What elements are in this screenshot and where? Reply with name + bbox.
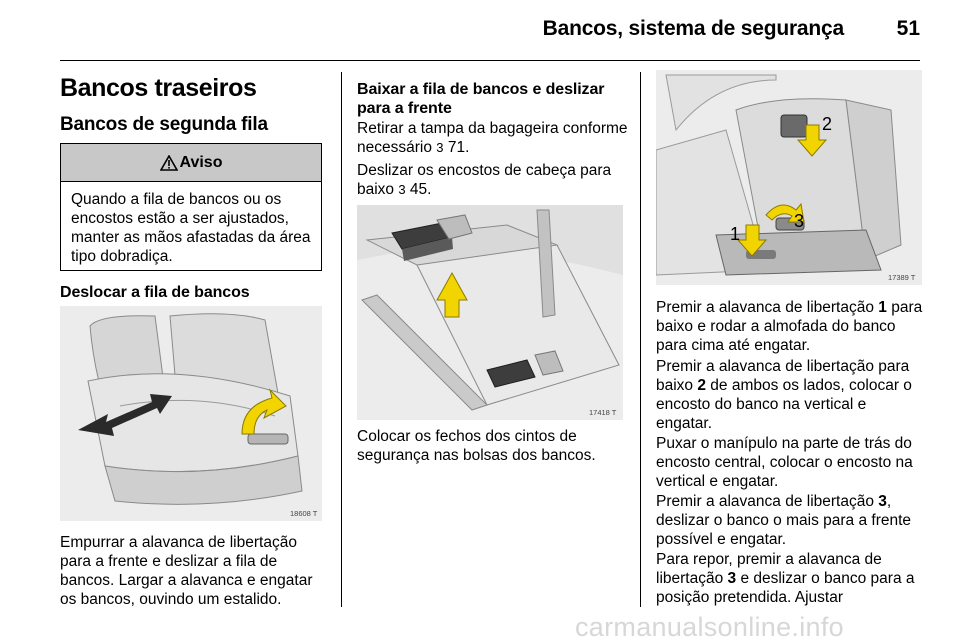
- column-divider-2: [640, 72, 641, 607]
- page-number: 51: [896, 17, 920, 40]
- callout-1: 1: [730, 224, 741, 244]
- paragraph-reset: Para repor, premir a alavanca de libertação 3 e deslizar o banco para a posição pretendida. Ajustar: [656, 551, 915, 606]
- image-code-1: 18608 T: [290, 509, 318, 518]
- image-code-2: 17418 T: [589, 408, 617, 417]
- paragraph-center-backrest: Puxar o manípulo na parte de trás do encosto central, colocar o encosto na vertical e engatar.: [656, 435, 913, 490]
- section-title-slide-row: Deslocar a fila de bancos: [60, 284, 250, 301]
- image-code-3: 17389 T: [888, 273, 916, 282]
- column-divider-1: [341, 72, 342, 607]
- watermark: carmanualsonline.info: [575, 612, 844, 642]
- warning-triangle-icon: [160, 155, 178, 171]
- headrest-lowering-illustration: [357, 205, 623, 420]
- seat-row-slide-illustration: [60, 306, 322, 521]
- page-reference-arrow: 3: [398, 182, 406, 197]
- paragraph-lever-2: Premir a alavanca de libertação para baixo 2 de ambos os lados, colocar o encosto do banco na vertical e engatar.: [656, 358, 912, 432]
- paragraph-seatbelt-buckles: Colocar os fechos dos cintos de segurança nas bolsas dos bancos.: [357, 428, 596, 464]
- warning-title: Aviso: [179, 153, 223, 171]
- paragraph-lever-1: Premir a alavanca de libertação 1 para baixo e rodar a almofada do banco para cima até engatar.: [656, 299, 923, 354]
- callout-3: 3: [794, 211, 805, 231]
- subsection-heading: Bancos de segunda fila: [60, 114, 268, 135]
- paragraph-slide-row: Empurrar a alavanca de libertação para a frente e deslizar a fila de bancos. Largar a alavanca e engatar os bancos, ouvindo um estalido.: [60, 534, 313, 608]
- section-heading: Bancos traseiros: [60, 74, 257, 102]
- warning-header: [61, 144, 321, 182]
- warning-text: Quando a fila de bancos ou os encostos estão a ser ajustados, manter as mãos afastadas da área tipo dobradiça.: [71, 191, 311, 265]
- header-rule: [60, 60, 920, 61]
- warning-box: [60, 143, 322, 271]
- seat-release-levers-illustration: [656, 70, 922, 285]
- paragraph-lever-3: Premir a alavanca de libertação 3, deslizar o banco o mais para a frente possível e engatar.: [656, 493, 912, 548]
- section-title-fold-row: Baixar a fila de bancos e deslizar para a frente: [357, 81, 605, 117]
- page-reference-arrow: 3: [436, 140, 444, 155]
- running-header-title: Bancos, sistema de segurança: [542, 17, 844, 40]
- paragraph-remove-cover: Retirar a tampa da bagageira conforme necessário 3 71.: [357, 120, 628, 156]
- paragraph-lower-headrests: Deslizar os encostos de cabeça para baixo 3 45.: [357, 162, 612, 198]
- callout-2: 2: [822, 114, 833, 134]
